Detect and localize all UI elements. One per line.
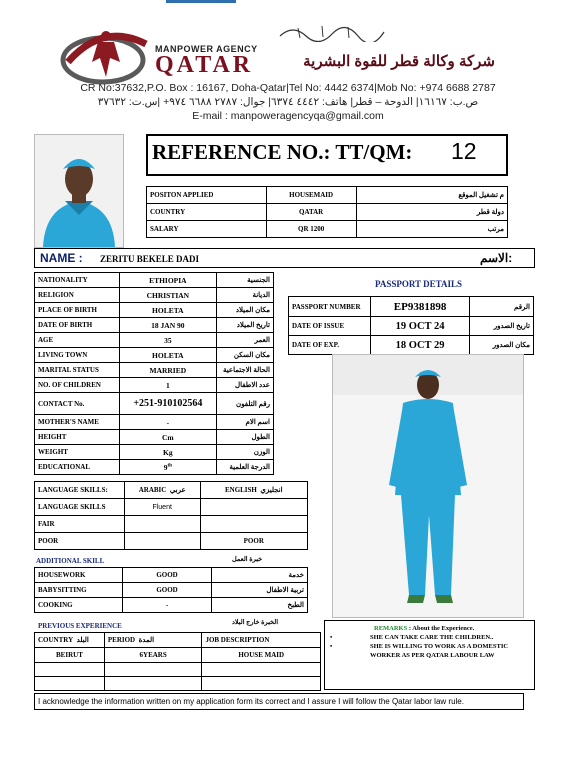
email-line: E-mail : manpoweragencyqa@gmail.com <box>192 110 384 122</box>
candidate-photo-portrait <box>34 134 124 248</box>
language-level-label: LANGUAGE SKILLS <box>35 499 125 516</box>
skill-label: COOKING <box>35 598 123 613</box>
country-header <box>35 633 105 648</box>
row-label-ar: الديانة <box>217 288 274 303</box>
english-header-ar: انجليزي <box>260 486 283 494</box>
period-header <box>104 633 202 648</box>
row-label-ar: مكان الميلاد <box>217 303 274 318</box>
row-value <box>119 460 216 475</box>
exp-period: 6YEARS <box>104 648 202 663</box>
row-value: HOLETA <box>119 303 216 318</box>
table-row <box>35 568 308 583</box>
english-level <box>200 516 307 533</box>
row-label-ar: الدرجة العلمية <box>217 460 274 475</box>
table-row <box>35 482 308 499</box>
period-header-label: PERIOD <box>107 636 136 644</box>
table-row <box>35 363 274 378</box>
brand-name: QATAR <box>155 52 254 78</box>
remarks-item: SHE CAN TAKE CARE THE CHILDREN.. <box>370 634 494 641</box>
row-value: MARRIED <box>119 363 216 378</box>
table-row <box>289 297 534 317</box>
row-label-ar: رقم التلفون <box>217 393 274 415</box>
table-row <box>289 317 534 336</box>
english-header <box>200 482 307 499</box>
passport-value: 19 OCT 24 <box>370 317 469 336</box>
row-value: ETHIOPIA <box>119 273 216 288</box>
acknowledgement-text: I acknowledge the information written on my application form its correct and I assure I will follow the Qatar labor law rule. <box>38 697 464 706</box>
skill-label-ar: الطبخ <box>212 598 308 613</box>
additional-skill-title-ar: خبرة العمل <box>232 556 263 563</box>
row-value: HOLETA <box>119 348 216 363</box>
arabic-header-ar: عربي <box>169 486 186 494</box>
skill-label-ar: خدمة <box>212 568 308 583</box>
row-label: MARITAL STATUS <box>35 363 120 378</box>
skill-label: BABYSITTING <box>35 583 123 598</box>
salary-value: QR 1200 <box>266 221 356 238</box>
table-row <box>147 221 508 238</box>
row-label-ar: الطول <box>217 430 274 445</box>
salary-ar: مرتب <box>356 221 507 238</box>
table-row <box>35 393 274 415</box>
row-label: WEIGHT <box>35 445 120 460</box>
salary-label: SALARY <box>147 221 267 238</box>
row-value: 35 <box>119 333 216 348</box>
language-level-label: POOR <box>35 533 125 550</box>
row-label-ar: تاريخ الميلاد <box>217 318 274 333</box>
additional-skill-table <box>34 567 308 613</box>
experience-title-ar: الخبرة خارج البلاد <box>232 619 279 626</box>
contact-line-en: CR No:37632,P.O. Box : 16167, Doha-Qatar|Tel No: 4442 6374|Mob No: +974 6688 2787 <box>80 82 496 94</box>
table-row <box>35 415 274 430</box>
row-label-ar: مكان السكن <box>217 348 274 363</box>
education-value: 9 <box>163 462 168 472</box>
row-label: NATIONALITY <box>35 273 120 288</box>
education-suffix: th <box>167 463 172 468</box>
country-value: QATAR <box>266 204 356 221</box>
row-label: RELIGION <box>35 288 120 303</box>
table-row <box>35 533 308 550</box>
skill-label: HOUSEWORK <box>35 568 123 583</box>
row-value: - <box>119 415 216 430</box>
row-label-ar: اسم الام <box>217 415 274 430</box>
remarks-label: REMARKS <box>374 625 408 632</box>
remarks-bullet: • <box>330 634 333 641</box>
row-label: HEIGHT <box>35 430 120 445</box>
country-header-ar: البلد <box>76 636 89 644</box>
arabic-level: Fluent <box>124 499 200 516</box>
arabic-header-label: ARABIC <box>138 486 167 494</box>
table-row <box>35 303 274 318</box>
country-ar: دولة قطر <box>356 204 507 221</box>
table-row <box>35 663 321 677</box>
additional-skill-title: ADDITIONAL SKILL <box>36 557 105 565</box>
skill-value: - <box>122 598 212 613</box>
passport-title: PASSPORT DETAILS <box>375 279 462 289</box>
table-row <box>35 583 308 598</box>
remarks-bullet: • <box>330 643 333 650</box>
passport-value: 18 OCT 29 <box>370 336 469 355</box>
country-header-label: COUNTRY <box>38 636 74 644</box>
table-row <box>35 460 274 475</box>
candidate-photo-full <box>332 354 524 618</box>
name-label: NAME : <box>40 251 83 265</box>
row-value: 18 JAN 90 <box>119 318 216 333</box>
country-label: COUNTRY <box>147 204 267 221</box>
table-row <box>35 648 321 663</box>
skill-value: GOOD <box>122 568 212 583</box>
table-row <box>35 288 274 303</box>
row-label-ar: الحالة الاجتماعية <box>217 363 274 378</box>
reference-value: 12 <box>451 138 477 164</box>
job-header: JOB DESCRIPTION <box>202 633 321 648</box>
personal-details-table <box>34 272 274 475</box>
passport-label-ar: الرقم <box>470 297 534 317</box>
experience-title: PREVIOUS EXPERIENCE <box>38 622 122 630</box>
calligraphy-graphic <box>278 22 388 42</box>
contact-value: +251-910102564 <box>119 393 216 415</box>
period-header-ar: المدة <box>138 636 155 644</box>
remarks-label-rest: : About the Experience. <box>408 625 475 632</box>
table-row <box>35 273 274 288</box>
passport-label-ar: تاريخ الصدور <box>470 317 534 336</box>
reference-label: REFERENCE NO.: TT/QM: <box>152 140 413 164</box>
skill-value: GOOD <box>122 583 212 598</box>
table-row <box>35 333 274 348</box>
arabic-level <box>124 516 200 533</box>
table-row <box>35 516 308 533</box>
row-label: CONTACT No. <box>35 393 120 415</box>
row-label: LIVING TOWN <box>35 348 120 363</box>
row-value: Kg <box>119 445 216 460</box>
top-accent-bar <box>166 0 236 3</box>
passport-label: DATE OF EXP. <box>289 336 371 355</box>
table-row <box>35 633 321 648</box>
row-label: EDUCATIONAL <box>35 460 120 475</box>
language-table <box>34 481 308 550</box>
language-header-label: LANGUAGE SKILLS: <box>35 482 125 499</box>
remarks-title <box>374 625 474 632</box>
table-row <box>35 677 321 691</box>
row-label: MOTHER'S NAME <box>35 415 120 430</box>
contact-line-ar: ص.ب: ١٦١٦٧| الدوحة – قطر| هاتف: ٤٤٤٢ ٦٣٧٤| جوال: ٢٧٨٧ ٦٦٨٨ ٩٧٤+ |س.ت: ٣٧٦٣٢ <box>97 96 479 108</box>
table-row <box>35 318 274 333</box>
english-level: POOR <box>200 533 307 550</box>
position-ar: م تشغيل الموقع <box>356 187 507 204</box>
passport-value: EP9381898 <box>370 297 469 317</box>
passport-label: PASSPORT NUMBER <box>289 297 371 317</box>
row-value: Cm <box>119 430 216 445</box>
english-header-label: ENGLISH <box>224 486 257 494</box>
remarks-item: SHE IS WILLING TO WORK AS A DOMESTIC WORKER AS PER QATAR LABOUR LAW <box>370 643 509 659</box>
row-label-ar: الوزن <box>217 445 274 460</box>
row-label-ar: العمر <box>217 333 274 348</box>
table-row <box>147 187 508 204</box>
name-value: ZERITU BEKELE DADI <box>100 254 200 264</box>
row-label-ar: عدد الاطفال <box>217 378 274 393</box>
table-row <box>35 378 274 393</box>
table-row <box>35 598 308 613</box>
passport-label-ar: مكان الصدور <box>470 336 534 355</box>
arabic-header <box>124 482 200 499</box>
exp-country: BEIRUT <box>35 648 105 663</box>
table-row <box>35 430 274 445</box>
name-label-ar: الاسم: <box>480 251 513 265</box>
table-row <box>35 445 274 460</box>
row-label-ar: الجنسية <box>217 273 274 288</box>
agency-arabic-name: شركة وكالة قطر للقوة البشرية <box>303 53 495 70</box>
table-row <box>289 336 534 355</box>
passport-label: DATE OF ISSUE <box>289 317 371 336</box>
exp-job: HOUSE MAID <box>202 648 321 663</box>
row-label: AGE <box>35 333 120 348</box>
row-label: PLACE OF BIRTH <box>35 303 120 318</box>
row-value: 1 <box>119 378 216 393</box>
position-label: POSITON APPLIED <box>147 187 267 204</box>
row-label: NO. OF CHILDREN <box>35 378 120 393</box>
skill-label-ar: تربية الاطفال <box>212 583 308 598</box>
arabic-level <box>124 533 200 550</box>
table-row <box>147 204 508 221</box>
row-label: DATE OF BIRTH <box>35 318 120 333</box>
language-level-label: FAIR <box>35 516 125 533</box>
table-row <box>35 348 274 363</box>
english-level <box>200 499 307 516</box>
experience-table <box>34 632 321 691</box>
table-row <box>35 499 308 516</box>
position-table <box>146 186 508 238</box>
row-value: CHRISTIAN <box>119 288 216 303</box>
agency-label: MANPOWER AGENCY <box>155 44 258 54</box>
position-value: HOUSEMAID <box>266 187 356 204</box>
passport-table <box>288 296 534 355</box>
